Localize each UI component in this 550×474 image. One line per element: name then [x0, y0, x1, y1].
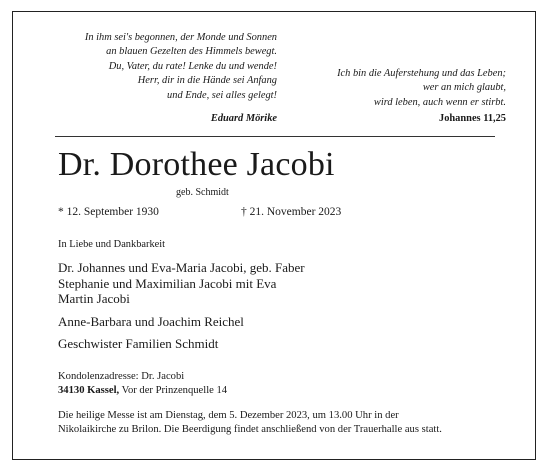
- poem-line: an blauen Gezelten des Himmels bewegt.: [106, 46, 277, 58]
- verse-line: Ich bin die Auferstehung und das Leben;: [337, 68, 506, 79]
- mourner-line: Stephanie und Maximilian Jacobi mit Eva: [58, 275, 277, 291]
- address-city: 34130 Kassel,: [58, 384, 120, 396]
- verse-reference: Johannes 11,25: [439, 113, 506, 124]
- notice-line: Nikolaikirche zu Brilon. Die Beerdigung findet anschließend von der Trauerhalle aus statt.: [58, 423, 442, 435]
- verse-line: wird leben, auch wenn er stirbt.: [373, 96, 506, 108]
- verse-line: wer an mich glaubt,: [422, 82, 506, 94]
- mourner-family-group: [58, 260, 305, 307]
- poem-line: Du, Vater, du rate! Lenke du und wende!: [108, 60, 277, 72]
- poem-moerike: [85, 31, 277, 103]
- poem-line: Herr, dir in die Hände sei Anfang: [137, 75, 277, 87]
- birth-date: * 12. September 1930: [58, 206, 159, 218]
- condolence-address: [58, 370, 227, 397]
- mourner-line: Martin Jacobi: [58, 291, 130, 307]
- address-street: Vor der Prinzenquelle 14: [119, 384, 228, 396]
- maiden-name: geb. Schmidt: [176, 187, 229, 198]
- mourner-family-group: [58, 314, 305, 330]
- mourners-list: [58, 260, 305, 352]
- poem-author: Eduard Mörike: [210, 113, 277, 124]
- notice-line: Die heilige Messe ist am Dienstag, dem 5. Dezember 2023, um 13.00 Uhr in der: [58, 410, 399, 421]
- deceased-name: Dr. Dorothee Jacobi: [58, 146, 335, 183]
- divider-line: [55, 136, 495, 137]
- funeral-notice: [58, 409, 498, 436]
- poem-line: In ihm sei's begonnen, der Monde und Sonnen: [84, 32, 277, 43]
- mourning-intro: In Liebe und Dankbarkeit: [58, 239, 166, 250]
- mourner-line: Anne-Barbara und Joachim Reichel: [58, 313, 244, 329]
- mourner-line: Dr. Johannes und Eva-Maria Jacobi, geb. Faber: [58, 260, 305, 275]
- address-line: [58, 384, 227, 398]
- mourner-line: Geschwister Familien Schmidt: [58, 336, 219, 352]
- bible-verse: [337, 67, 506, 110]
- mourner-family-group: [58, 336, 305, 352]
- poem-line: und Ende, sei alles gelegt!: [167, 89, 277, 101]
- death-date: † 21. November 2023: [241, 206, 342, 218]
- address-label: Kondolenzadresse: Dr. Jacobi: [58, 371, 185, 382]
